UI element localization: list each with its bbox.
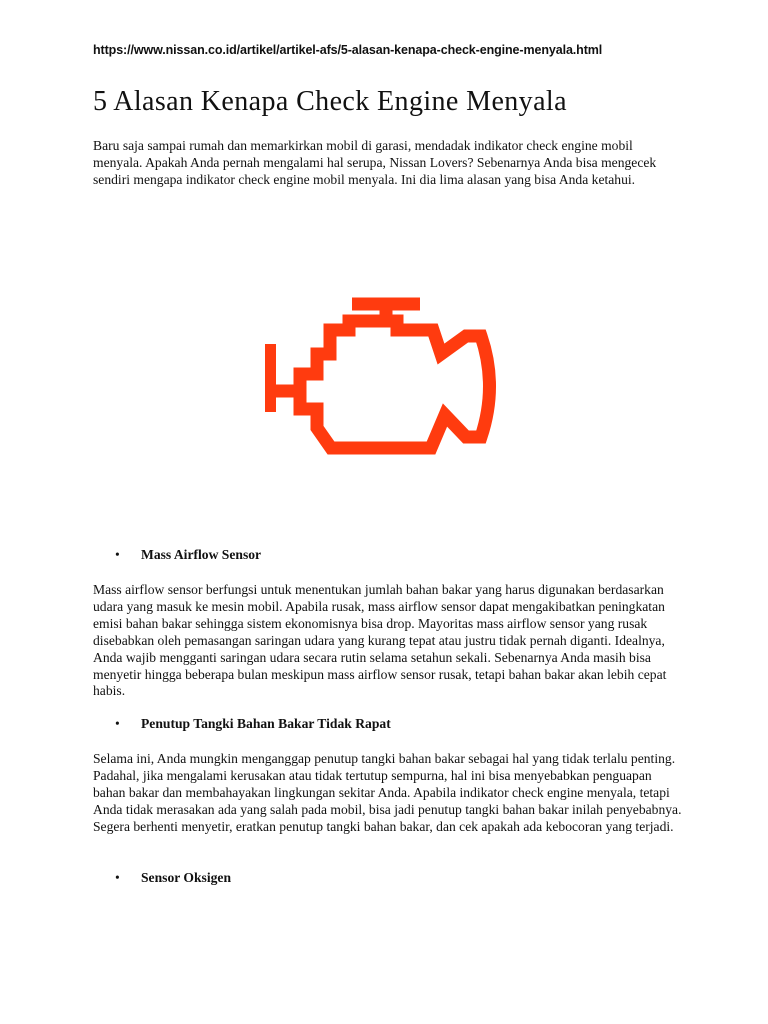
- intro-paragraph: Baru saja sampai rumah dan memarkirkan mobil di garasi, mendadak indikator check engine mobil menyala. Apakah Anda pernah mengalami hal serupa, Nissan Lovers? Sebenarnya Anda bisa mengecek sendiri mengapa indikator check engine mobil menyala. Ini dia lima alasan yang bisa Anda ketahui.: [93, 138, 657, 187]
- bullet-icon: •: [115, 870, 120, 885]
- source-url[interactable]: https://www.nissan.co.id/artikel/artikel-afs/5-alasan-kenapa-check-engine-menyala.html: [93, 43, 603, 57]
- bullet-icon: •: [115, 547, 120, 562]
- section-heading: Sensor Oksigen: [141, 870, 232, 885]
- list-item: [115, 870, 231, 886]
- check-engine-icon: [265, 296, 505, 456]
- section-heading: Penutup Tangki Bahan Bakar Tidak Rapat: [141, 716, 391, 731]
- page-title: 5 Alasan Kenapa Check Engine Menyala: [93, 86, 567, 117]
- section-paragraph: Mass airflow sensor berfungsi untuk menentukan jumlah bahan bakar yang harus digunakan berdasarkan udara yang masuk ke mesin mobil. Apabila rusak, mass airflow sensor dapat mengakibatkan peningkatan emisi bahan bakar sehingga sistem ekonomisnya bisa drop. Mayoritas mass airflow sensor yang rusak disebabkan oleh pemasangan saringan udara yang kurang tepat atau justru tidak pernah diganti. Idealnya, Anda wajib mengganti saringan udara secara rutin selama setahun sekali. Sebenarnya Anda masih bisa menyetir hingga beberapa bulan meskipun mass airflow sensor rusak, tetapi bahan bakar akan lebih cepat habis.: [93, 582, 667, 699]
- section-heading: Mass Airflow Sensor: [141, 547, 262, 562]
- list-item: [115, 716, 391, 732]
- section-paragraph: Selama ini, Anda mungkin menganggap penutup tangki bahan bakar sebagai hal yang tidak terlalu penting. Padahal, jika mengalami kerusakan atau tidak tertutup sempurna, hal ini bisa menyebabkan penguapan bahan bakar dan membahayakan lingkungan sekitar Anda. Apabila indikator check engine menyala, tetapi Anda tidak merasakan ada yang salah pada mobil, bisa jadi penutup tangki bahan bakar inilah penyebabnya. Segera berhenti menyetir, eratkan penutup tangki bahan bakar, dan cek apakah ada kebocoran yang terjadi.: [93, 751, 682, 834]
- list-item: [115, 547, 261, 563]
- bullet-icon: •: [115, 716, 120, 731]
